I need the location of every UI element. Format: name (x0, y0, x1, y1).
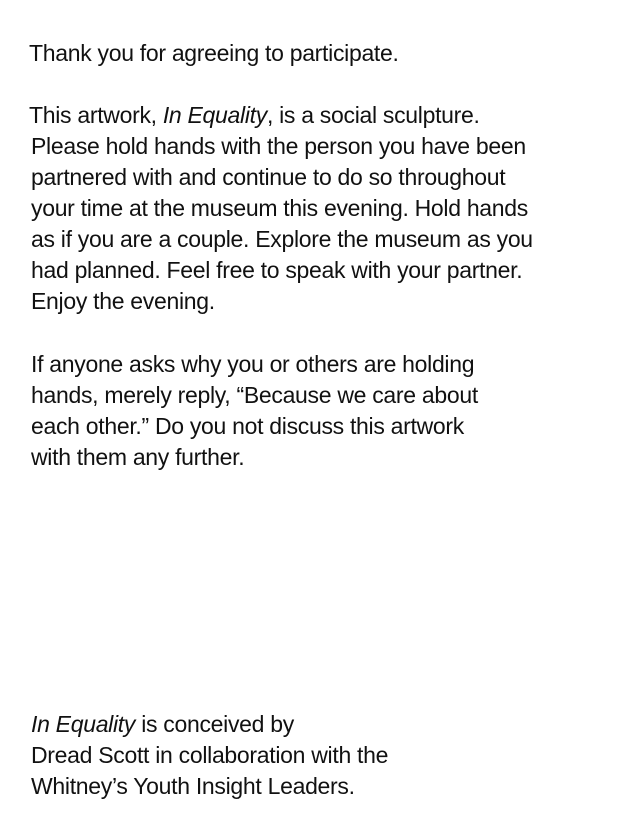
instructions-line-7: Enjoy the evening. (31, 288, 215, 314)
instructions-line-6: had planned. Feel free to speak with your partner. (31, 257, 523, 283)
intro-paragraph (29, 38, 399, 69)
questions-line-1: If anyone asks why you or others are holding (31, 351, 475, 377)
credits-line-3: Whitney’s Youth Insight Leaders. (31, 773, 355, 799)
questions-line-2: hands, merely reply, “Because we care about (31, 382, 478, 408)
instructions-line-1 (29, 100, 533, 131)
credits-suffix: is conceived by (135, 711, 294, 737)
instructions-line-4: your time at the museum this evening. Hold hands (31, 195, 528, 221)
questions-paragraph (31, 349, 478, 473)
questions-line-4: with them any further. (31, 444, 245, 470)
questions-line-3: each other.” Do you not discuss this artwork (31, 413, 464, 439)
credits-paragraph (31, 709, 388, 802)
credits-artwork-title: In Equality (31, 711, 136, 737)
instructions-line-3: partnered with and continue to do so throughout (31, 164, 506, 190)
instructions-line-2: Please hold hands with the person you have been (31, 133, 526, 159)
instructions-paragraph (29, 100, 533, 317)
instructions-suffix: , is a social sculpture. (266, 102, 480, 128)
intro-line: Thank you for agreeing to participate. (29, 40, 399, 66)
instructions-line-5: as if you are a couple. Explore the museum as you (31, 226, 533, 252)
artwork-title: In Equality (162, 102, 267, 128)
instructions-prefix: This artwork, (29, 102, 163, 128)
credits-line-1 (31, 709, 388, 740)
credits-line-2: Dread Scott in collaboration with the (31, 742, 389, 768)
